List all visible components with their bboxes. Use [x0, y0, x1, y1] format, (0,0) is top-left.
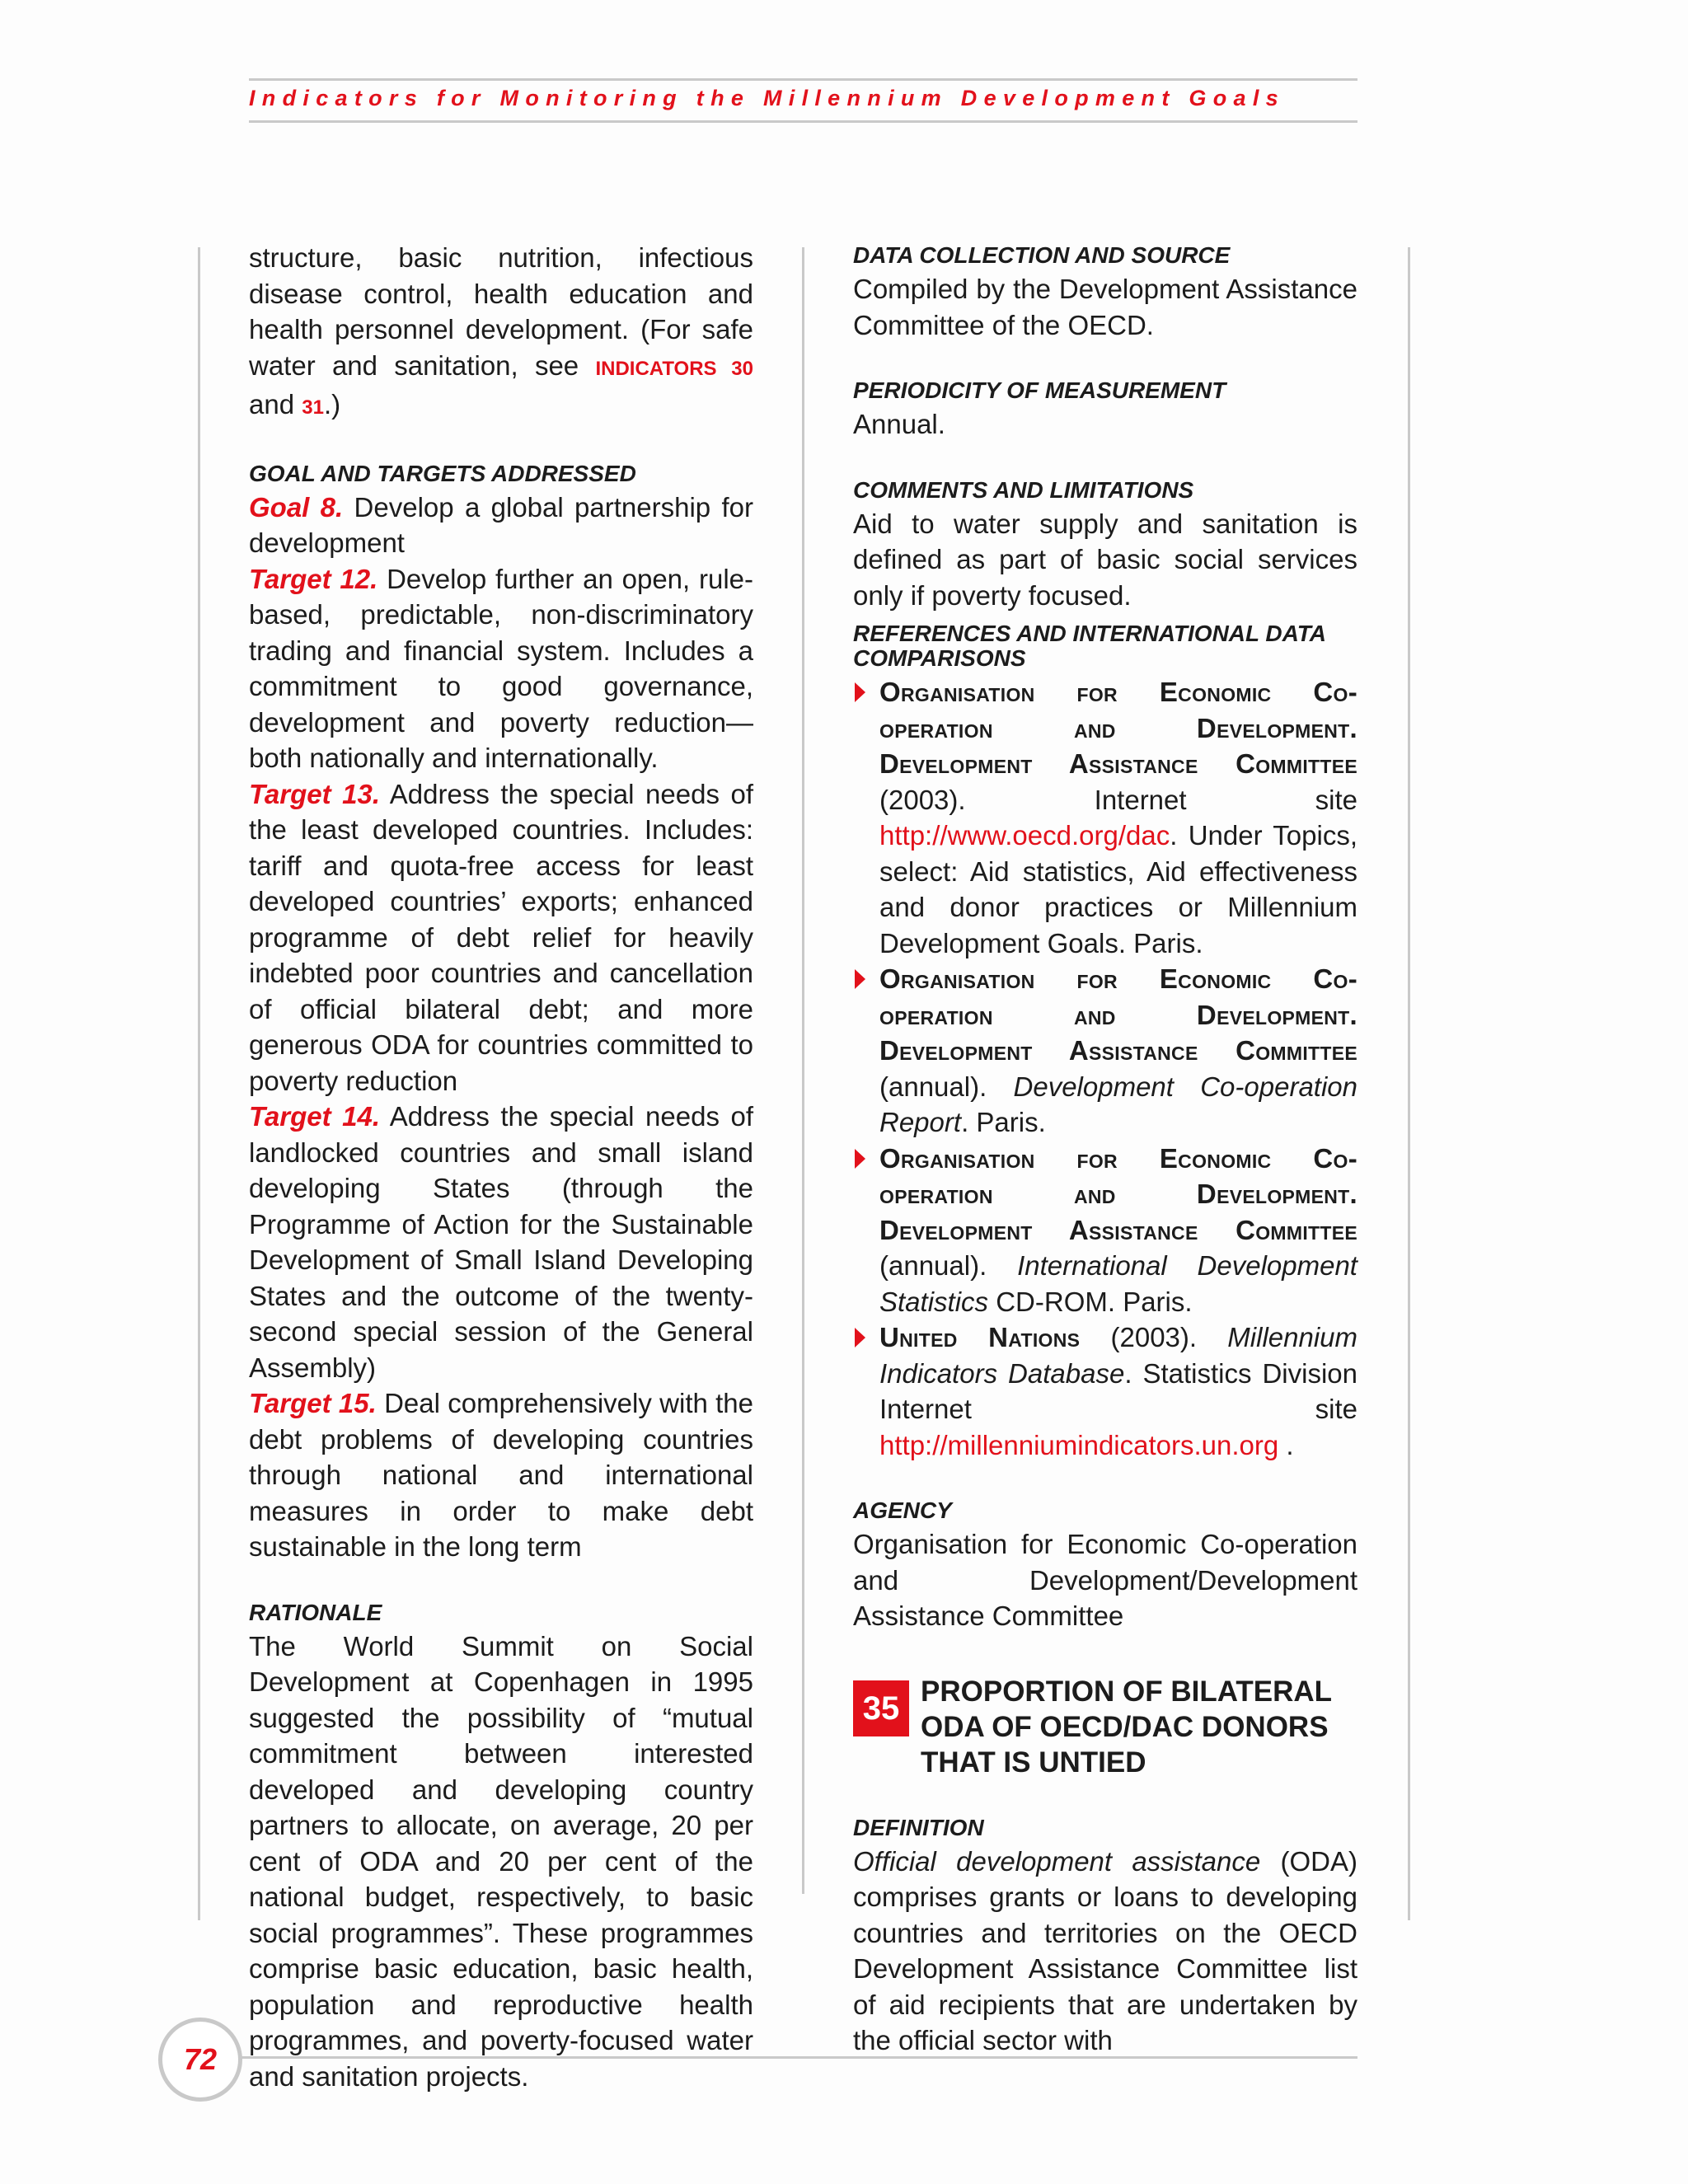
goal-8: Goal 8. Develop a global partnership for development — [249, 491, 753, 558]
reference-item: Organisation for Economic Co-operation and Development. Development Assistance Committee (annual). Development Co-operation Report. Paris. — [853, 961, 1357, 1141]
indicator-35-header — [853, 1674, 1357, 1780]
agency-heading: AGENCY — [853, 1497, 952, 1523]
bullet-triangle-icon — [855, 682, 865, 702]
data-collection-text: Compiled by the Development Assistance Committee of the OECD. — [853, 274, 1357, 340]
agency-text: Organisation for Economic Co-operation and Development/Development Assistance Committee — [853, 1529, 1357, 1631]
rationale-heading: RATIONALE — [249, 1599, 382, 1625]
right-margin-rule — [1408, 247, 1410, 1920]
indicator-number-badge: 35 — [853, 1680, 909, 1736]
comments-heading: COMMENTS AND LIMITATIONS — [853, 476, 1194, 503]
header-bottom-rule — [249, 120, 1357, 123]
target-14: Target 14. Address the special needs of landlocked countries and small island developing States (through the Programme of Action for the Sustainable Development of Small Island Developing States and the outcome of the twenty-second special session of the General Assembly) — [249, 1101, 753, 1383]
data-collection-heading: DATA COLLECTION AND SOURCE — [853, 242, 1231, 268]
target-12: Target 12. Develop further an open, rule-based, predictable, non-discriminatory trading and financial system. Includes a commitment to good governance, development and poverty reduction—both nationally and internationally. — [249, 563, 753, 773]
millennium-indicators-link[interactable]: http://millenniumindicators.un.org — [879, 1429, 1279, 1460]
intro-paragraph: structure, basic nutrition, infectious disease control, health education and health personnel development. (For safe water and sanitation, see INDICATORS 30 and 31.) — [249, 242, 754, 419]
definition-heading: DEFINITION — [853, 1814, 984, 1840]
periodicity-text: Annual. — [853, 409, 945, 439]
definition-text: Official development assistance (ODA) comprises grants or loans to developing countries and territories on the OECD Development Assistance Committee list of aid recipients that are undertaken by the official sector with — [853, 1845, 1357, 2055]
bullet-triangle-icon — [855, 969, 865, 989]
periodicity-heading: PERIODICITY OF MEASUREMENT — [853, 377, 1226, 403]
oecd-dac-link[interactable]: http://www.oecd.org/dac — [879, 820, 1170, 851]
header-top-rule — [249, 78, 1357, 81]
footer-rule — [238, 2056, 1357, 2059]
reference-item: Organisation for Economic Co-operation and Development. Development Assistance Committee (annual). International Development Statistics CD-ROM. Paris. — [853, 1141, 1357, 1320]
indicator-30-link[interactable]: INDICATORS 30 — [595, 357, 754, 380]
target-13: Target 13. Address the special needs of the least developed countries. Includes: tariff and quota-free access for least developed countries’ exports; enhanced programme of debt relief for heavily indebted poor countries and cancellation of official bilateral debt; and more generous ODA for countries committed to poverty reduction — [249, 778, 753, 1096]
page-number: 72 — [158, 2018, 242, 2102]
right-column — [853, 240, 1357, 2059]
target-15: Target 15. Deal comprehensively with the debt problems of developing countries through national and international measures in order to make debt sustainable in the long term — [249, 1388, 754, 1562]
comments-text: Aid to water supply and sanitation is defined as part of basic social services only if poverty focused. — [853, 508, 1357, 611]
goal-targets-heading: GOAL AND TARGETS ADDRESSED — [249, 460, 636, 486]
rationale-text: The World Summit on Social Development at Copenhagen in 1995 suggested the possibility of “mutual commitment between interested developed and developing country partners to allocate, on average, 20 per cent of ODA and 20 per cent of the national budget, respectively, to basic social programmes”. These programmes comprise basic education, basic health, population and reproductive health programmes, and poverty-focused water and sanitation projects. — [249, 1630, 753, 2092]
indicator-title: PROPORTION OF BILATERAL ODA OF OECD/DAC DONORS THAT IS UNTIED — [921, 1675, 1332, 1779]
indicator-31-link[interactable]: 31 — [302, 396, 324, 419]
reference-item: Organisation for Economic Co-operation and Development. Development Assistance Committee (2003). Internet site http://www.oecd.org/dac. Under Topics, select: Aid statistics, Aid effectiveness and donor practices or Millennium Development Goals. Paris. — [853, 674, 1357, 961]
left-column — [249, 240, 753, 2094]
references-heading: REFERENCES AND INTERNATIONAL DATA COMPARISONS — [853, 621, 1325, 671]
running-title: Indicators for Monitoring the Millennium Development Goals — [249, 86, 1285, 110]
bullet-triangle-icon — [855, 1149, 865, 1169]
column-divider-rule — [802, 247, 804, 1894]
reference-item: United Nations (2003). Millennium Indicators Database. Statistics Division Internet site http://millenniumindicators.un.org . — [853, 1319, 1357, 1463]
bullet-triangle-icon — [855, 1328, 865, 1347]
left-margin-rule — [198, 247, 200, 1920]
